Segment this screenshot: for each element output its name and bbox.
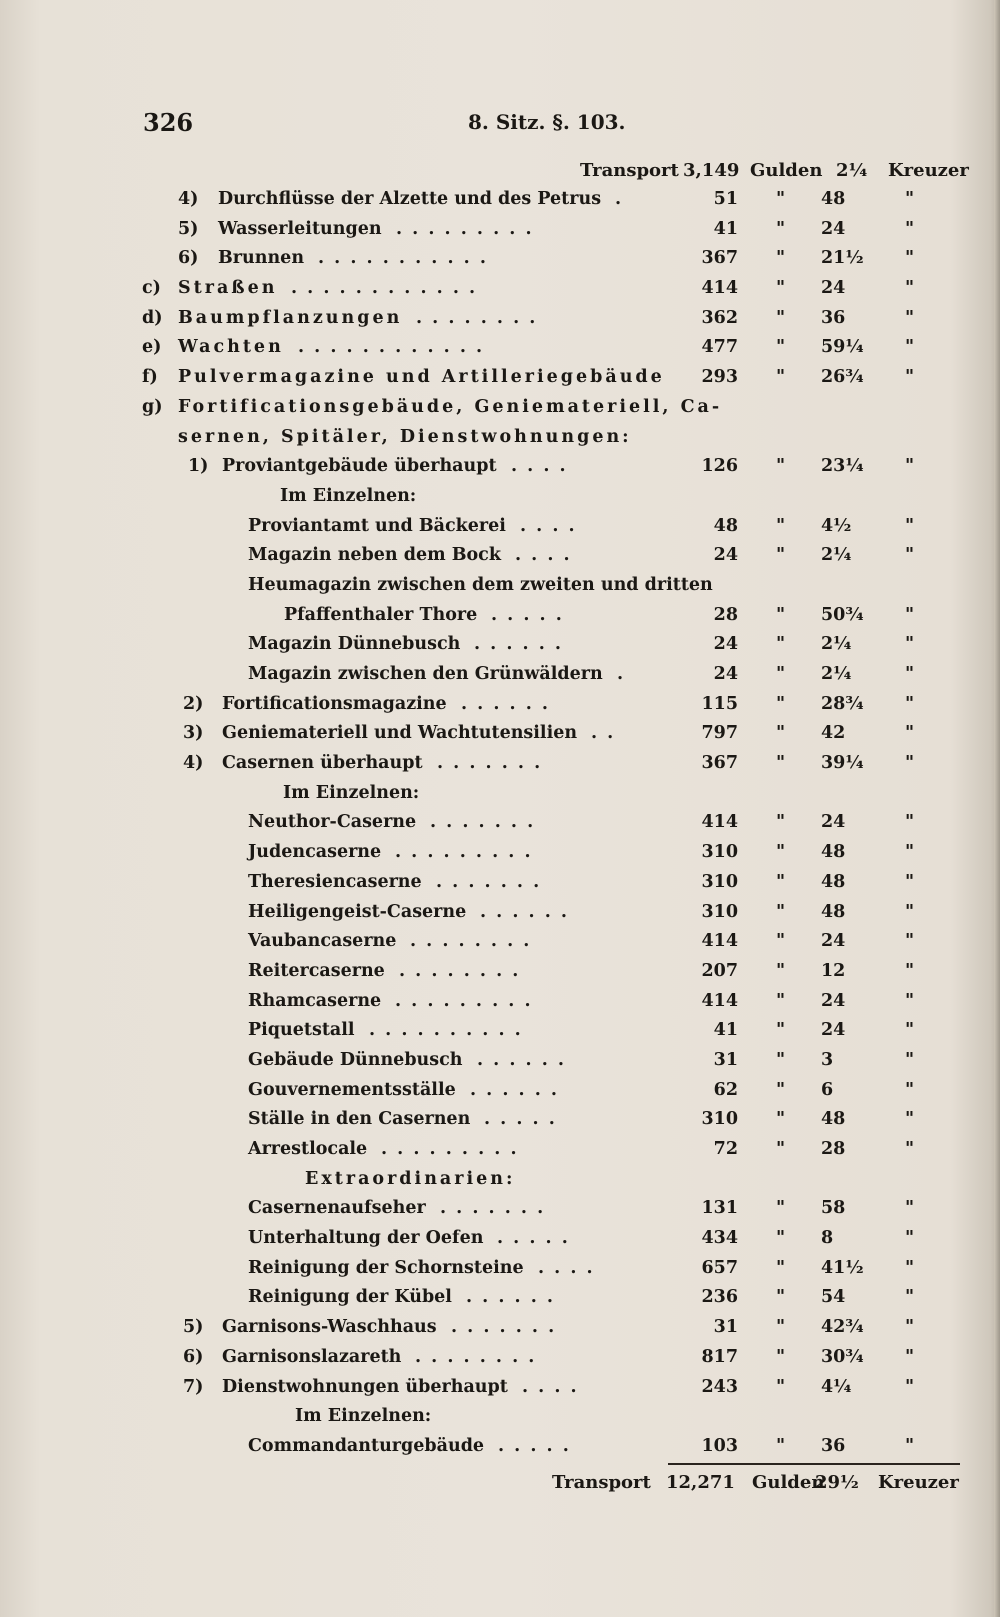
ditto-mark: " [776,337,786,358]
ditto-mark: " [776,515,786,536]
leader-dots: . . . . . . . [436,871,542,892]
ditto-mark: " [776,545,786,566]
row-gulden: 367 [701,753,738,774]
row-number: 5) [183,1317,204,1338]
leader-dots: . . . . . . . . [415,1346,537,1367]
leader-dots: . . . . . [498,1435,571,1456]
ditto-mark: " [776,367,786,388]
ditto-mark: " [776,812,786,833]
ditto-mark: " [905,990,915,1011]
row-label: Garnisonslazareth [222,1346,402,1367]
table-row [0,899,1000,929]
leader-dots: . . . . . . [477,1049,567,1070]
row-label: Pulvermagazine und Artilleriegebäude [178,367,665,388]
ditto-mark: " [776,1317,786,1338]
row-label: Gouvernementsställe [248,1079,456,1100]
leader-dots: . . . . . . . . . . . . [291,278,478,299]
leader-dots: . . . . . . . . . . . [318,248,488,269]
row-gulden: 24 [713,664,738,684]
row-number: c) [142,278,161,299]
ditto-mark: " [905,456,915,477]
row-gulden: 131 [701,1198,738,1219]
table-row [0,1255,1000,1285]
ledger-table [0,186,1000,1463]
row-gulden: 41 [713,218,738,239]
ditto-mark: " [905,812,915,833]
row-label: Fortificationsmagazine [222,693,447,714]
transport-total-kreuzer: 29½ [815,1472,859,1493]
row-gulden: 310 [701,871,738,892]
row-kreuzer: 48 [821,901,846,922]
table-row [0,394,1000,424]
row-kreuzer: 3 [821,1049,834,1070]
table-row [0,839,1000,869]
table-row [0,1047,1000,1077]
row-kreuzer: 12 [821,960,846,981]
table-row [0,216,1000,246]
table-row [0,572,1000,602]
ditto-mark: " [905,1139,915,1159]
table-row [0,424,1000,454]
ditto-mark: " [905,248,915,269]
leader-dots: . . . . [522,1376,579,1397]
leader-dots: . . . . . [497,1228,570,1249]
row-kreuzer: 4¼ [821,1376,852,1397]
leader-dots: . . . . . . . [451,1317,557,1338]
row-label: Wachten [178,337,284,358]
row-label: Ställe in den Casernen [248,1109,471,1130]
transport-total-unit: Gulden [752,1472,825,1493]
table-row [0,1166,1000,1196]
row-label: Reitercaserne [248,960,385,981]
row-gulden: 72 [713,1139,738,1159]
row-label: Im Einzelnen: [283,782,420,803]
row-kreuzer: 24 [821,931,846,952]
row-label: Im Einzelnen: [280,485,417,506]
transport-kreuzer-unit: Kreuzer [888,160,969,181]
transport-total-kreuzer-unit: Kreuzer [878,1472,959,1493]
row-kreuzer: 2¼ [821,664,852,684]
table-row [0,1284,1000,1314]
row-label: Piquetstall [248,1020,355,1041]
ditto-mark: " [905,1435,915,1456]
ditto-mark: " [776,634,786,655]
row-kreuzer: 24 [821,990,846,1011]
row-number: 4) [178,189,199,209]
ditto-mark: " [905,1376,915,1397]
ditto-mark: " [776,189,786,209]
row-kreuzer: 42¾ [821,1317,864,1338]
row-kreuzer: 36 [821,1435,846,1456]
row-gulden: 293 [701,367,738,388]
table-row [0,186,1000,216]
row-label: Heiligengeist-Caserne [248,901,467,922]
ditto-mark: " [905,723,915,744]
row-label: Arrestlocale [248,1139,368,1159]
row-kreuzer: 24 [821,218,846,239]
row-gulden: 28 [713,604,738,625]
ditto-mark: " [905,960,915,981]
ditto-mark: " [905,307,915,328]
row-kreuzer: 50¾ [821,604,864,625]
ditto-mark: " [905,218,915,239]
row-kreuzer: 54 [821,1287,846,1308]
table-row [0,720,1000,750]
leader-dots: . [615,189,624,209]
row-gulden: 62 [713,1079,738,1100]
ditto-mark: " [905,931,915,952]
table-row [0,958,1000,988]
leader-dots: . . . . . . [461,693,551,714]
table-row [0,602,1000,632]
leader-dots: . . . . . . [480,901,570,922]
table-row [0,275,1000,305]
ditto-mark: " [776,931,786,952]
row-gulden: 48 [713,515,738,536]
table-row [0,1374,1000,1404]
row-kreuzer: 26¾ [821,367,864,388]
transport-label: Transport [580,160,679,181]
row-gulden: 477 [701,337,738,358]
ditto-mark: " [905,1049,915,1070]
row-gulden: 434 [701,1228,738,1249]
ditto-mark: " [776,723,786,744]
ditto-mark: " [905,871,915,892]
table-row [0,305,1000,335]
ditto-mark: " [776,278,786,299]
table-row [0,631,1000,661]
row-label: sernen, Spitäler, Dienstwohnungen: [178,426,632,447]
table-row [0,1433,1000,1463]
table-row [0,661,1000,691]
row-number: e) [142,337,162,358]
ditto-mark: " [776,1228,786,1249]
leader-dots: . . . . . . . . [416,307,538,328]
ditto-mark: " [905,1109,915,1130]
row-number: 7) [183,1376,204,1397]
row-kreuzer: 48 [821,871,846,892]
leader-dots: . . . . [515,545,572,566]
ditto-mark: " [776,871,786,892]
transport-total-label: Transport [552,1472,651,1493]
table-row [0,1017,1000,1047]
leader-dots: . . . . . . . [437,753,543,774]
row-kreuzer: 48 [821,189,846,209]
ditto-mark: " [905,367,915,388]
row-gulden: 24 [713,634,738,655]
ditto-mark: " [905,1079,915,1100]
leader-dots: . . . . . . . . . . . . [298,337,485,358]
ditto-mark: " [905,664,915,684]
running-head: 8. Sitz. §. 103. [468,110,626,134]
ditto-mark: " [776,1049,786,1070]
ditto-mark: " [905,1346,915,1367]
row-gulden: 310 [701,901,738,922]
row-gulden: 797 [701,723,738,744]
row-gulden: 31 [713,1317,738,1338]
table-row [0,809,1000,839]
table-row [0,988,1000,1018]
row-kreuzer: 42 [821,723,846,744]
row-gulden: 414 [701,990,738,1011]
row-kreuzer: 2¼ [821,545,852,566]
row-label: Pfaffenthaler Thore [284,604,478,625]
leader-dots: . . . . . [484,1109,557,1130]
ditto-mark: " [776,1020,786,1041]
ditto-mark: " [905,693,915,714]
row-kreuzer: 23¼ [821,456,864,477]
leader-dots: . . . . . . [474,634,564,655]
row-label: Durchflüsse der Alzette und des Petrus [218,189,602,209]
leader-dots: . . . . . . . . [410,931,532,952]
ditto-mark: " [776,218,786,239]
row-label: Reinigung der Kübel [248,1287,452,1308]
table-row [0,1225,1000,1255]
row-label: Unterhaltung der Oefen [248,1228,484,1249]
ditto-mark: " [905,753,915,774]
row-gulden: 817 [701,1346,738,1367]
leader-dots: . . . . . . [466,1287,556,1308]
row-gulden: 31 [713,1049,738,1070]
ditto-mark: " [905,1020,915,1041]
row-kreuzer: 21½ [821,248,864,269]
row-gulden: 236 [701,1287,738,1308]
leader-dots: . . . . . . . [440,1198,546,1219]
row-gulden: 51 [713,189,738,209]
leader-dots: . . . . [520,515,577,536]
ditto-mark: " [776,1287,786,1308]
leader-dots: . . [591,723,616,744]
ditto-mark: " [776,1435,786,1456]
page-header [0,108,1000,142]
table-row [0,869,1000,899]
table-row [0,483,1000,513]
leader-dots: . . . . . . . . . [381,1139,519,1159]
row-kreuzer: 24 [821,1020,846,1041]
row-label: Garnisons-Waschhaus [222,1317,437,1338]
ditto-mark: " [776,1109,786,1130]
leader-dots: . . . . [538,1257,595,1278]
ditto-mark: " [905,278,915,299]
row-gulden: 310 [701,842,738,863]
leader-dots: . . . . . . . . . [395,990,533,1011]
row-number: 2) [183,693,204,714]
row-gulden: 115 [701,693,738,714]
row-label: Extraordinarien: [305,1168,516,1189]
row-number: d) [142,307,163,328]
row-number: 4) [183,753,204,774]
ditto-mark: " [776,664,786,684]
row-kreuzer: 58 [821,1198,846,1219]
table-row [0,1403,1000,1433]
ditto-mark: " [776,1346,786,1367]
table-row [0,750,1000,780]
row-kreuzer: 39¼ [821,753,864,774]
ditto-mark: " [905,901,915,922]
row-kreuzer: 30¾ [821,1346,864,1367]
row-kreuzer: 48 [821,842,846,863]
ditto-mark: " [905,545,915,566]
row-number: 6) [178,248,199,269]
row-number: 5) [178,218,199,239]
row-label: Baumpflanzungen [178,307,403,328]
leader-dots: . [617,664,626,684]
row-gulden: 414 [701,278,738,299]
page-number: 326 [143,108,194,137]
row-kreuzer: 8 [821,1228,834,1249]
row-number: 6) [183,1346,204,1367]
ditto-mark: " [905,1228,915,1249]
row-label: Wasserleitungen [218,218,382,239]
row-kreuzer: 24 [821,812,846,833]
row-label: Judencaserne [248,842,382,863]
leader-dots: . . . . . . . . [399,960,521,981]
ditto-mark: " [776,901,786,922]
leader-dots: . . . . . . . . . [396,218,534,239]
ditto-mark: " [905,1257,915,1278]
row-gulden: 367 [701,248,738,269]
table-row [0,245,1000,275]
row-label: Straßen [178,278,278,299]
row-kreuzer: 36 [821,307,846,328]
ditto-mark: " [776,753,786,774]
ditto-mark: " [776,307,786,328]
row-gulden: 41 [713,1020,738,1041]
ditto-mark: " [905,1317,915,1338]
row-gulden: 103 [701,1435,738,1456]
table-row [0,453,1000,483]
row-kreuzer: 24 [821,278,846,299]
row-gulden: 414 [701,812,738,833]
table-row [0,364,1000,394]
table-row [0,1314,1000,1344]
row-kreuzer: 59¼ [821,337,864,358]
row-label: Rhamcaserne [248,990,382,1011]
row-label: Theresiencaserne [248,871,422,892]
row-gulden: 414 [701,931,738,952]
leader-dots: . . . . [511,456,568,477]
row-gulden: 126 [701,456,738,477]
row-kreuzer: 6 [821,1079,834,1100]
ditto-mark: " [776,248,786,269]
row-gulden: 362 [701,307,738,328]
ditto-mark: " [776,456,786,477]
sum-rule [668,1463,960,1465]
table-row [0,542,1000,572]
ditto-mark: " [776,990,786,1011]
row-gulden: 310 [701,1109,738,1130]
transport-total-amount: 12,271 [666,1472,735,1493]
table-row [0,780,1000,810]
ditto-mark: " [776,693,786,714]
table-row [0,513,1000,543]
leader-dots: . . . . . [491,604,564,625]
row-label: Casernen überhaupt [222,753,423,774]
row-label: Heumagazin zwischen dem zweiten und dritten [248,574,713,595]
table-row [0,1195,1000,1225]
ditto-mark: " [776,1198,786,1219]
ditto-mark: " [776,1079,786,1100]
leader-dots: . . . . . . . [430,812,536,833]
transport-carried-forward [0,160,1000,186]
row-gulden: 243 [701,1376,738,1397]
ditto-mark: " [905,515,915,536]
row-label: Proviantgebäude überhaupt [222,456,497,477]
table-row [0,928,1000,958]
row-label: Proviantamt und Bäckerei [248,515,506,536]
row-label: Magazin Dünnebusch [248,634,461,655]
leader-dots: . . . . . . . . . . [369,1020,523,1041]
row-kreuzer: 41½ [821,1257,864,1278]
ditto-mark: " [776,842,786,863]
row-number: g) [142,396,163,417]
ditto-mark: " [905,1287,915,1308]
row-label: Commandanturgebäude [248,1435,485,1456]
ditto-mark: " [905,189,915,209]
row-kreuzer: 4½ [821,515,852,536]
row-label: Magazin zwischen den Grünwäldern [248,664,603,684]
row-number: 3) [183,723,204,744]
row-label: Neuthor-Caserne [248,812,417,833]
table-row [0,1077,1000,1107]
ditto-mark: " [776,960,786,981]
transport-total [0,1470,1000,1498]
row-label: Brunnen [218,248,305,269]
table-row [0,1344,1000,1374]
transport-unit: Gulden [750,160,823,181]
ditto-mark: " [776,1257,786,1278]
row-number: 1) [188,456,209,477]
row-label: Fortificationsgebäude, Geniemateriell, Ca- [178,396,723,417]
row-kreuzer: 28¾ [821,693,864,714]
row-label: Vaubancaserne [248,931,397,952]
transport-kreuzer: 2¼ [836,160,868,181]
row-kreuzer: 48 [821,1109,846,1130]
leader-dots: . . . . . . [470,1079,560,1100]
ditto-mark: " [776,1139,786,1159]
row-label: Im Einzelnen: [295,1406,432,1427]
row-label: Dienstwohnungen überhaupt [222,1376,508,1397]
ditto-mark: " [905,634,915,655]
table-row [0,1136,1000,1166]
ditto-mark: " [905,1198,915,1219]
leader-dots: . . . . . . . . . [395,842,533,863]
row-label: Casernenaufseher [248,1198,426,1219]
row-gulden: 657 [701,1257,738,1278]
row-gulden: 207 [701,960,738,981]
table-row [0,691,1000,721]
ditto-mark: " [776,604,786,625]
ditto-mark: " [905,337,915,358]
row-label: Magazin neben dem Bock [248,545,501,566]
row-kreuzer: 28 [821,1139,846,1159]
row-kreuzer: 2¼ [821,634,852,655]
row-gulden: 24 [713,545,738,566]
transport-amount: 3,149 [683,160,740,181]
row-label: Gebäude Dünnebusch [248,1049,463,1070]
row-label: Geniemateriell und Wachtutensilien [222,723,578,744]
ditto-mark: " [776,1376,786,1397]
ditto-mark: " [905,842,915,863]
ditto-mark: " [905,604,915,625]
row-label: Reinigung der Schornsteine [248,1257,524,1278]
table-row [0,334,1000,364]
table-row [0,1106,1000,1136]
row-number: f) [142,367,158,388]
